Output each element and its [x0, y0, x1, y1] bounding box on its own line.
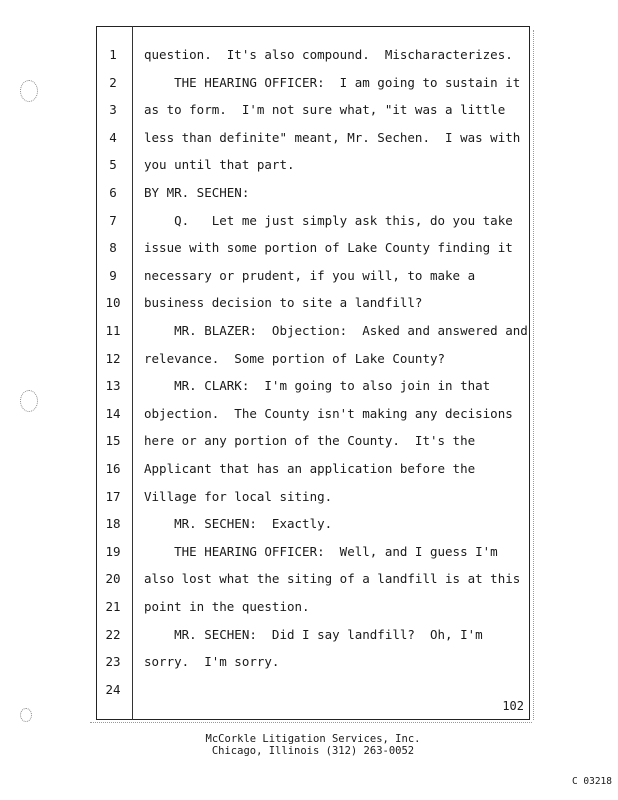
line-number: 5	[109, 157, 117, 173]
transcript-line	[96, 73, 530, 93]
line-number: 2	[109, 74, 117, 90]
line-text: sorry. I'm sorry.	[144, 654, 280, 670]
line-text: BY MR. SECHEN:	[144, 185, 250, 200]
line-text: as to form. I'm not sure what, "it was a little	[144, 102, 506, 118]
line-text: MR. SECHEN: Exactly.	[144, 516, 333, 532]
line-number: 16	[105, 461, 121, 476]
line-text: THE HEARING OFFICER: I am going to sustain it	[144, 74, 521, 90]
line-text: issue with some portion of Lake County finding it	[144, 240, 513, 256]
line-number: 13	[105, 378, 121, 394]
line-number: 10	[105, 295, 121, 311]
line-text: MR. CLARK: I'm going to also join in that	[144, 378, 491, 394]
transcript-line	[96, 349, 530, 369]
page-number: 102	[502, 699, 524, 713]
line-number: 14	[105, 405, 121, 421]
line-text: less than definite" meant, Mr. Sechen. I was with	[144, 129, 521, 145]
transcript-line	[96, 321, 530, 341]
line-text: also lost what the siting of a landfill is at this	[144, 571, 521, 587]
line-number: 17	[105, 488, 121, 504]
line-text: relevance. Some portion of Lake County?	[144, 350, 446, 366]
transcript-line	[96, 128, 530, 148]
line-number: 8	[109, 240, 117, 256]
line-text: point in the question.	[144, 599, 310, 614]
transcript-line	[96, 487, 530, 507]
line-text: MR. BLAZER: Objection: Asked and answered and	[144, 323, 528, 338]
transcript-line	[96, 542, 530, 562]
transcript-line	[96, 266, 530, 286]
line-text: question. It's also compound. Mischaracterizes.	[144, 47, 513, 62]
footer-location: Chicago, Illinois (312) 263-0052	[211, 745, 415, 757]
line-number: 18	[105, 516, 121, 532]
transcript-line	[96, 404, 530, 424]
transcript-line	[96, 293, 530, 313]
line-number: 1	[109, 47, 117, 62]
scan-edge-bottom	[90, 722, 532, 723]
line-number: 7	[109, 212, 117, 228]
footer-company: McCorkle Litigation Services, Inc.	[205, 733, 421, 745]
line-number: 20	[105, 571, 121, 587]
transcript-line	[96, 625, 530, 645]
scan-edge-right	[533, 30, 534, 720]
line-number: 3	[109, 102, 117, 118]
line-text: you until that part.	[144, 157, 295, 173]
transcript-line	[96, 183, 530, 203]
punch-hole-mark-top	[20, 80, 38, 102]
transcript-line	[96, 680, 530, 700]
line-number: 15	[105, 433, 121, 449]
line-text: Applicant that has an application before the	[144, 461, 476, 476]
line-text: Q. Let me just simply ask this, do you take	[144, 212, 513, 228]
line-number: 19	[105, 543, 121, 559]
line-number: 9	[109, 267, 117, 283]
line-text: business decision to site a landfill?	[144, 295, 423, 311]
transcript-line	[96, 238, 530, 258]
line-number: 12	[105, 350, 121, 366]
line-number: 4	[109, 129, 117, 145]
line-number: 24	[105, 681, 121, 697]
line-number: 22	[105, 626, 121, 642]
line-number: 6	[109, 185, 117, 200]
line-number: 23	[105, 654, 121, 670]
line-text: Village for local siting.	[144, 488, 333, 504]
transcript-line	[96, 652, 530, 672]
line-text: here or any portion of the County. It's the	[144, 433, 476, 449]
transcript-line	[96, 514, 530, 534]
transcript-line	[96, 459, 530, 479]
transcript-line	[96, 100, 530, 120]
transcript-line	[96, 597, 530, 617]
line-number: 21	[105, 599, 121, 614]
line-text: THE HEARING OFFICER: Well, and I guess I'm	[144, 543, 498, 559]
punch-hole-mark-bottom	[20, 708, 32, 722]
transcript-line	[96, 155, 530, 175]
transcript-line	[96, 569, 530, 589]
line-number: 11	[105, 323, 121, 338]
transcript-line	[96, 45, 530, 65]
reporter-footer	[96, 733, 530, 757]
transcript-line	[96, 376, 530, 396]
line-text: MR. SECHEN: Did I say landfill? Oh, I'm	[144, 626, 483, 642]
transcript-line	[96, 211, 530, 231]
punch-hole-mark-middle	[20, 390, 38, 412]
bates-number: C 03218	[571, 776, 612, 787]
line-text: objection. The County isn't making any decisions	[144, 405, 513, 421]
line-text: necessary or prudent, if you will, to make a	[144, 267, 476, 283]
transcript-line	[96, 431, 530, 451]
